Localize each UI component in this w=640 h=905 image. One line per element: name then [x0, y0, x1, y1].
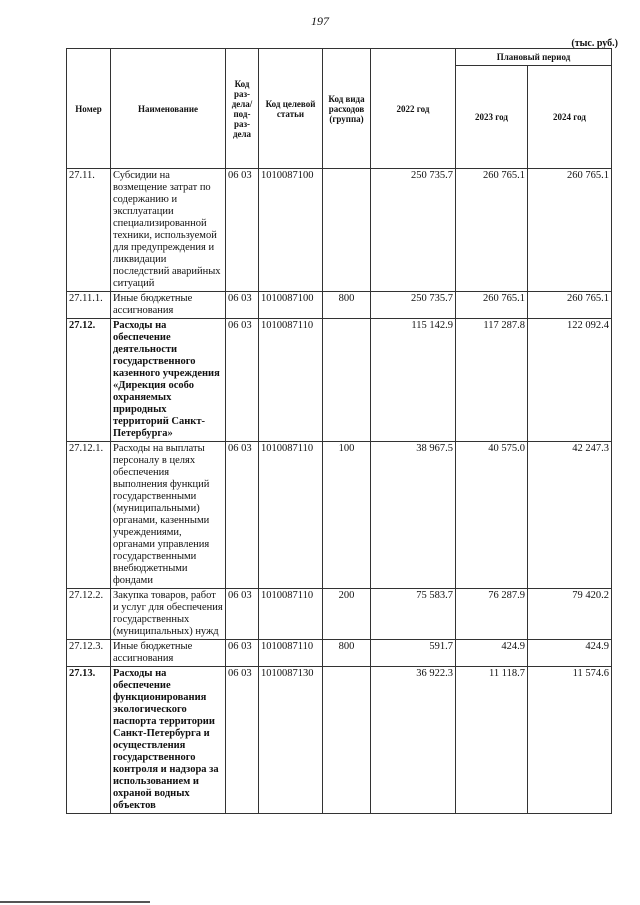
- row-number: 27.11.: [67, 169, 111, 292]
- row-section: 06 03: [226, 667, 259, 814]
- row-target: 1010087110: [259, 442, 323, 589]
- row-2022: 36 922.3: [371, 667, 456, 814]
- row-section: 06 03: [226, 442, 259, 589]
- header-exp-type: Код вида расходов (группа): [323, 49, 371, 169]
- row-2023: 424.9: [456, 640, 528, 667]
- table-header-row: [67, 49, 612, 66]
- row-2022: 75 583.7: [371, 589, 456, 640]
- header-num: Номер: [67, 49, 111, 169]
- row-number: 27.12.2.: [67, 589, 111, 640]
- row-number: 27.13.: [67, 667, 111, 814]
- row-2022: 38 967.5: [371, 442, 456, 589]
- row-2023: 117 287.8: [456, 319, 528, 442]
- row-exp-type: [323, 319, 371, 442]
- row-2023: 11 118.7: [456, 667, 528, 814]
- row-target: 1010087110: [259, 589, 323, 640]
- header-name: Наименование: [111, 49, 226, 169]
- row-name: Расходы на обеспечение функционирования экологического паспорта территории Санкт-Петербурга и осуществления государственного контроля и надзора за использованием и охраной водных объектов: [111, 667, 226, 814]
- row-number: 27.12.3.: [67, 640, 111, 667]
- row-target: 1010087100: [259, 292, 323, 319]
- row-2023: 76 287.9: [456, 589, 528, 640]
- header-2024: 2024 год: [528, 66, 612, 169]
- header-plan-period: Плановый период: [456, 49, 612, 66]
- row-section: 06 03: [226, 169, 259, 292]
- table-body: [67, 169, 612, 814]
- row-section: 06 03: [226, 589, 259, 640]
- row-name: Расходы на выплаты персоналу в целях обеспечения выполнения функций государственными (муниципальными) органами, казенными учреждениями, органами управления государственными внебюджетными фондами: [111, 442, 226, 589]
- row-2022: 115 142.9: [371, 319, 456, 442]
- row-section: 06 03: [226, 640, 259, 667]
- table-row: [67, 169, 612, 292]
- row-2024: 260 765.1: [528, 169, 612, 292]
- header-2023: 2023 год: [456, 66, 528, 169]
- table-row: [67, 667, 612, 814]
- table-row: [67, 292, 612, 319]
- table-row: [67, 589, 612, 640]
- row-name: Иные бюджетные ассигнования: [111, 292, 226, 319]
- row-exp-type: 800: [323, 292, 371, 319]
- header-2022: 2022 год: [371, 49, 456, 169]
- row-target: 1010087110: [259, 319, 323, 442]
- row-number: 27.12.: [67, 319, 111, 442]
- table-row: [67, 319, 612, 442]
- row-2023: 40 575.0: [456, 442, 528, 589]
- row-target: 1010087130: [259, 667, 323, 814]
- row-name: Закупка товаров, работ и услуг для обеспечения государственных (муниципальных) нужд: [111, 589, 226, 640]
- row-exp-type: [323, 667, 371, 814]
- row-exp-type: 100: [323, 442, 371, 589]
- header-section: Код раз-дела/ под-раз-дела: [226, 49, 259, 169]
- table-row: [67, 442, 612, 589]
- row-2024: 122 092.4: [528, 319, 612, 442]
- row-2023: 260 765.1: [456, 169, 528, 292]
- row-exp-type: 800: [323, 640, 371, 667]
- row-exp-type: [323, 169, 371, 292]
- row-target: 1010087100: [259, 169, 323, 292]
- row-section: 06 03: [226, 292, 259, 319]
- row-section: 06 03: [226, 319, 259, 442]
- budget-table: [66, 48, 612, 814]
- row-number: 27.12.1.: [67, 442, 111, 589]
- row-2024: 79 420.2: [528, 589, 612, 640]
- header-target: Код целевой статьи: [259, 49, 323, 169]
- row-number: 27.11.1.: [67, 292, 111, 319]
- row-2024: 260 765.1: [528, 292, 612, 319]
- row-name: Иные бюджетные ассигнования: [111, 640, 226, 667]
- row-name: Субсидии на возмещение затрат по содержанию и эксплуатации специализированной техники, используемой для предупреждения и ликвидации последствий аварийных ситуаций: [111, 169, 226, 292]
- row-2024: 11 574.6: [528, 667, 612, 814]
- row-2022: 250 735.7: [371, 292, 456, 319]
- row-name: Расходы на обеспечение деятельности государственного казенного учреждения «Дирекция особо охраняемых природных территорий Санкт-Петербурга»: [111, 319, 226, 442]
- page-number: 197: [311, 14, 329, 28]
- row-exp-type: 200: [323, 589, 371, 640]
- scan-artifact-line: [0, 901, 150, 903]
- row-target: 1010087110: [259, 640, 323, 667]
- row-2022: 591.7: [371, 640, 456, 667]
- table-row: [67, 640, 612, 667]
- units-label: (тыс. руб.): [571, 38, 618, 49]
- row-2024: 424.9: [528, 640, 612, 667]
- row-2023: 260 765.1: [456, 292, 528, 319]
- row-2024: 42 247.3: [528, 442, 612, 589]
- row-2022: 250 735.7: [371, 169, 456, 292]
